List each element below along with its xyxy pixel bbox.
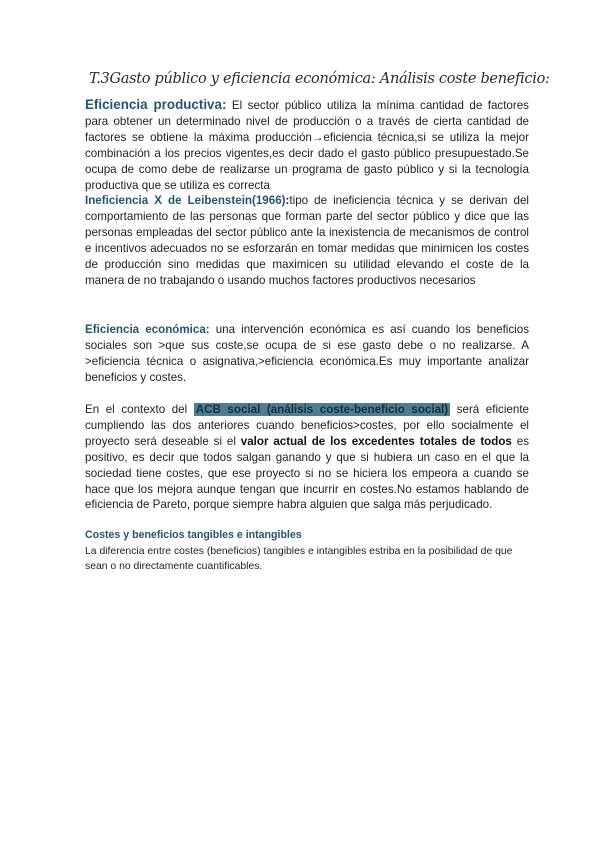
paragraph-text: tipo de ineficiencia técnica y se derivan del comportamiento de las personas que forman parte del sector público y dice que las personas empleadas del sector público ante la inexistencia de mecanismos de control e incentivos adecuados no se esforzarán en tomar medidas que minimicen los costes de producción sino medidas que maximicen su utilidad elevando el coste de la manera de no trabajando o usando muchos factores productivos necesarios — [85, 194, 529, 287]
paragraph-text: En el contexto del — [85, 403, 194, 416]
term-colon: : — [205, 323, 210, 336]
term-colon: : — [221, 97, 227, 112]
section-costes-beneficios — [85, 528, 529, 574]
term-colon: : — [285, 194, 290, 207]
paragraph-eficiencia-productiva — [85, 97, 529, 193]
highlighted-acb-social: ACB social (análisis coste-beneficio social) — [195, 403, 449, 416]
term-eficiencia-productiva: Eficiencia productiva — [85, 97, 222, 112]
term-eficiencia-economica: Eficiencia económica — [85, 323, 206, 336]
section-heading: Costes y beneficios tangibles e intangibles — [85, 529, 302, 541]
paragraph-text: será eficiente cumpliendo las dos anteriores cuando beneficios>costes, por ello socialmente el proyecto será deseable si el — [85, 403, 529, 448]
bold-valor-actual: valor actual de los excedentes totales de todos — [240, 434, 512, 448]
term-ineficiencia-x: Ineficiencia X de Leibenstein(1966) — [85, 194, 286, 207]
paragraph-text: es positivo, es decir que todos salgan ganando y que si hubiera un caso en el que la sociedad tiene costes, que ese proyecto si no se hiciera los empeora a cuando se hace que los mejora aunque tengan que incurrir en costes.No estamos hablando de eficiencia de Pareto, porque siempre habra alguien que salga más perjudicado. — [85, 434, 529, 512]
paragraph-acb-social — [85, 402, 529, 513]
paragraph-eficiencia-economica — [85, 322, 529, 386]
paragraph-ineficiencia-x — [85, 193, 529, 288]
paragraph-text: una intervención económica es así cuando los beneficios sociales son >que sus coste,se ocupa de si ese gasto debe o no realizarse. A >eficiencia técnica o asignativa,>eficiencia económica.Es muy importante analizar beneficios y costes. — [85, 323, 529, 384]
section-text: La diferencia entre costes (beneficios) tangibles e intangibles estriba en la posibilidad de que sean o no directamente cuantificables. — [85, 545, 513, 572]
page-title: T.3Gasto público y eficiencia económica: Análisis coste beneficio: — [89, 71, 550, 87]
paragraph-text: El sector público utiliza la mínima cantidad de factores para obtener un determinado nivel de producción o a través de cierta cantidad de factores se obtiene la máxima producción→eficiencia técnica,si se utiliza la mejor combinación a los precios vigentes,es decir dado el gasto público presupuestado.Se ocupa de como debe de realizarse un programa de gasto público y si la tecnología productiva que se utiliza es correcta — [85, 99, 529, 192]
